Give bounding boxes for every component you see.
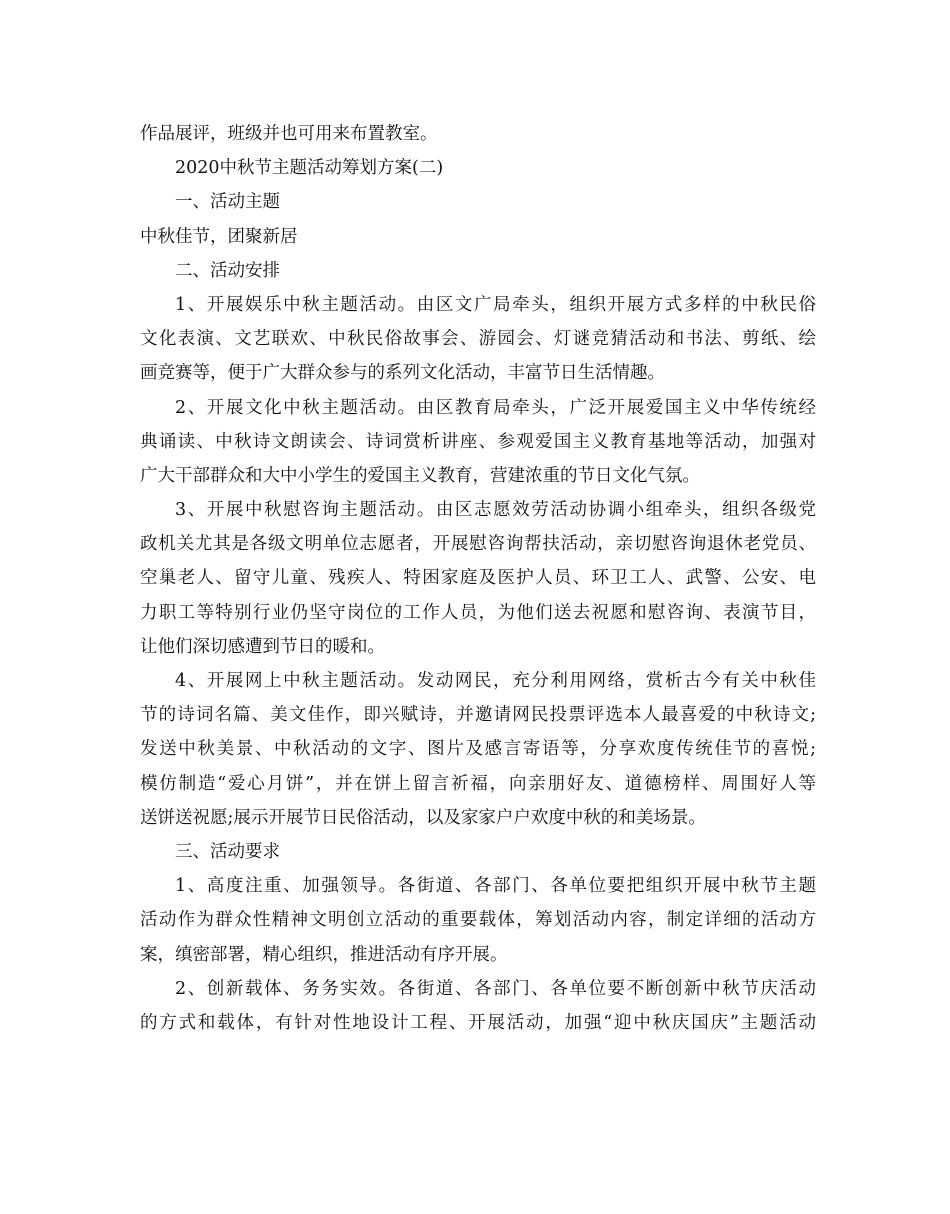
text-line: 发送中秋美景、中秋活动的文字、图片及感言寄语等，分享欢度传统佳节的喜悦; xyxy=(140,739,816,760)
text-line: 力职工等特别行业仍坚守岗位的工作人员，为他们送去祝愿和慰咨询、表演节目， xyxy=(140,602,816,623)
section-title: 2020中秋节主题活动筹划方案(二) xyxy=(175,158,444,179)
theme-slogan: 中秋佳节，团聚新居 xyxy=(140,226,298,247)
text-line: 政机关尤其是各级文明单位志愿者，开展慰咨询帮扶活动，亲切慰咨询退休老党员、 xyxy=(140,534,816,555)
heading-activity-theme: 一、活动主题 xyxy=(175,192,280,213)
text-line: 2、开展文化中秋主题活动。由区教育局牵头，广泛开展爱国主义中华传统经 xyxy=(175,397,816,418)
text-line: 4、开展网上中秋主题活动。发动网民，充分利用网络，赏析古今有关中秋佳 xyxy=(175,671,816,691)
text-line: 1、开展娱乐中秋主题活动。由区文广局牵头，组织开展方式多样的中秋民俗 xyxy=(175,294,816,315)
text-line: 空巢老人、留守儿童、残疾人、特困家庭及医护人员、环卫工人、武警、公安、电 xyxy=(140,568,816,589)
text-line: 画竞赛等，便于广大群众参与的系列文化活动，丰富节日生活情趣。 xyxy=(140,363,665,384)
text-line: 的方式和载体，有针对性地设计工程、开展活动，加强“迎中秋庆国庆”主题活动 xyxy=(140,1012,816,1033)
heading-activity-requirements: 三、活动要求 xyxy=(175,841,280,862)
document-body xyxy=(140,117,816,1040)
text-line: 节的诗词名篇、美文佳作，即兴赋诗，并邀请网民投票评选本人最喜爱的中秋诗文; xyxy=(140,705,816,726)
text-line: 活动作为群众性精神文明创立活动的重要载体，筹划活动内容，制定详细的活动方 xyxy=(140,910,816,931)
text-line: 作品展评，班级并也可用来布置教室。 xyxy=(140,124,438,144)
text-line: 3、开展中秋慰咨询主题活动。由区志愿效劳活动协调小组牵头，组织各级党 xyxy=(175,500,816,521)
text-line: 模仿制造“爱心月饼”，并在饼上留言祈福，向亲朋好友、道德榜样、周围好人等 xyxy=(140,773,816,794)
heading-activity-arrangement: 二、活动安排 xyxy=(175,260,280,281)
text-line: 典诵读、中秋诗文朗读会、诗词赏析讲座、参观爱国主义教育基地等活动，加强对 xyxy=(140,431,816,452)
text-line: 送饼送祝愿;展示开展节日民俗活动，以及家家户户欢度中秋的和美场景。 xyxy=(140,807,706,828)
text-line: 文化表演、文艺联欢、中秋民俗故事会、游园会、灯谜竞猜活动和书法、剪纸、绘 xyxy=(140,329,816,350)
text-line: 案，缜密部署，精心组织，推进活动有序开展。 xyxy=(140,944,508,965)
text-line: 让他们深切感遭到节日的暖和。 xyxy=(140,636,385,657)
text-line: 1、高度注重、加强领导。各街道、各部门、各单位要把组织开展中秋节主题 xyxy=(175,876,816,897)
text-line: 2、创新载体、务务实效。各街道、各部门、各单位要不断创新中秋节庆活动 xyxy=(175,978,816,999)
text-line: 广大干部群众和大中小学生的爱国主义教育，营建浓重的节日文化气氛。 xyxy=(140,465,700,486)
